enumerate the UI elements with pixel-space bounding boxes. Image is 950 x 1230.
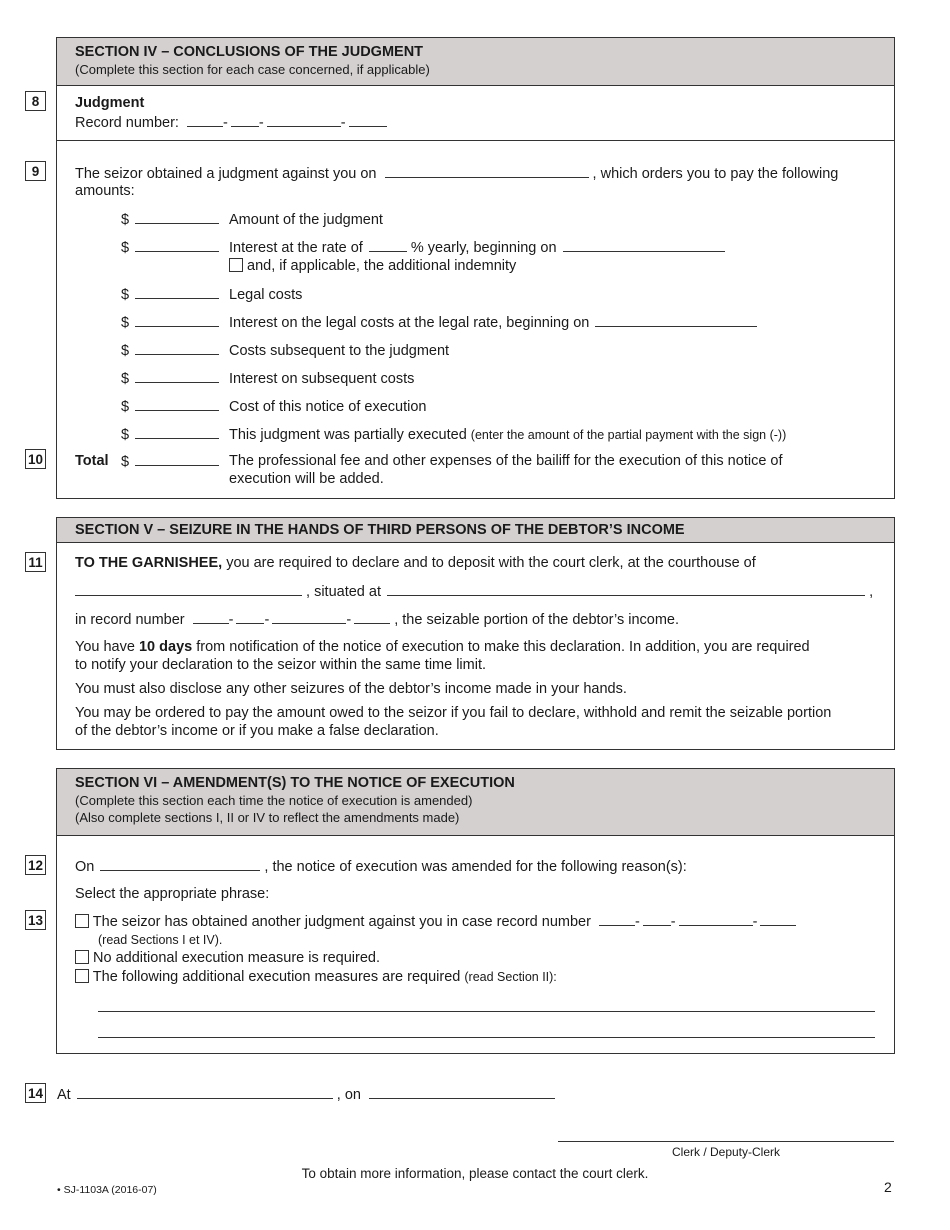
info-text: To obtain more information, please contact the court clerk. [301,1166,649,1181]
amount-judgment-row [121,210,383,229]
legal-costs-label: Legal costs [229,287,303,303]
interest-subsequent-row [121,369,414,388]
amount-judgment-label: Amount of the judgment [229,212,383,228]
section-vi-header [57,769,894,836]
fee-text-a: The professional fee and other expenses of the bailiff for the execution of this notice of [229,453,783,469]
judgment-intro-a: The seizor obtained a judgment against you on [75,166,377,182]
interest-legal-label: Interest on the legal costs at the legal rate, beginning on [229,315,590,331]
record-field-3[interactable] [267,113,341,127]
option-2-label: No additional execution measure is required. [93,950,380,966]
form-code: • SJ-1103A (2016-07) [57,1184,157,1196]
garnish-record-field-3[interactable] [272,610,346,624]
garnish-record-field-4[interactable] [354,610,390,624]
on-date-label: , on [336,1087,361,1103]
section-vi [56,768,895,1054]
option-3-note: (read Section II): [464,970,557,984]
costs-subsequent-row [121,341,449,360]
dollar-sign: $ [121,212,130,228]
dollar-sign: $ [121,315,130,331]
days-b: from notification of the notice of execution to make this declaration. In addition, you are required [196,639,810,655]
section-iv-header [57,38,894,86]
record-tail: , the seizable portion of the debtor’s income. [394,612,680,628]
at-label: At [57,1087,71,1103]
interest-label-a: Interest at the rate of [229,240,363,256]
total-field[interactable] [135,452,219,466]
select-phrase: Select the appropriate phrase: [75,886,270,902]
opt-record-field-4[interactable] [760,912,796,926]
section-iv [56,37,895,499]
hyphen: - [340,115,346,131]
item-number-12: 12 [25,855,46,875]
partial-row [121,425,786,444]
interest-legal-date-field[interactable] [595,313,757,327]
opt-record-field-1[interactable] [599,912,635,926]
judgment-intro-c: amounts: [75,183,135,199]
interest-legal-field[interactable] [135,313,219,327]
record-number-row [75,113,387,132]
judgment-intro [75,164,838,183]
place-date-line [57,1085,555,1104]
record-field-4[interactable] [349,113,387,127]
indemnity-checkbox[interactable] [229,258,243,272]
section-vi-subtitle-1: (Complete this section each time the notice of execution is amended) [75,793,473,808]
interest-legal-row [121,313,757,332]
garnishee-rest: you are required to declare and to deposit with the court clerk, at the courthouse of [226,555,756,571]
dollar-sign: $ [121,371,130,387]
costs-subsequent-label: Costs subsequent to the judgment [229,343,450,359]
signature-label: Clerk / Deputy-Clerk [671,1145,781,1159]
item-number-8: 8 [25,91,46,111]
comma: , [869,584,874,600]
hyphen: - [752,914,758,930]
days-a: You have [75,639,135,655]
hyphen: - [346,612,352,628]
hyphen: - [634,914,640,930]
divider [57,140,894,141]
fee-text-b: execution will be added. [229,471,384,487]
days-bold: 10 days [138,639,193,655]
section-iv-title: SECTION IV – CONCLUSIONS OF THE JUDGMENT [75,44,424,60]
date-field[interactable] [369,1085,555,1099]
interest-rate-field[interactable] [369,238,407,252]
place-field[interactable] [77,1085,333,1099]
option-1-label: The seizor has obtained another judgment against you in case record number [92,914,591,930]
situated-at-field[interactable] [387,582,865,596]
interest-amount-field[interactable] [135,238,219,252]
costs-subsequent-field[interactable] [135,341,219,355]
judgment-heading: Judgment [75,95,145,111]
courthouse-field[interactable] [75,582,302,596]
option-1-note: (read Sections I et IV). [98,933,223,947]
interest-subsequent-field[interactable] [135,369,219,383]
cost-notice-row [121,397,426,416]
garnishee-line [75,554,756,572]
section-iv-subtitle: (Complete this section for each case concerned, if applicable) [75,62,430,77]
cost-notice-label: Cost of this notice of execution [229,399,427,415]
section-vi-title: SECTION VI – AMENDMENT(S) TO THE NOTICE OF EXECUTION [75,775,515,791]
opt-record-field-2[interactable] [643,912,671,926]
page-number: 2 [884,1179,892,1195]
record-field-2[interactable] [231,113,259,127]
item-number-10: 10 [25,449,46,469]
section-v-header [57,518,894,543]
dollar-sign: $ [121,287,130,303]
record-number-label: Record number: [75,115,179,131]
option-3-label: The following additional execution measures are required [92,969,461,985]
days-paragraph [75,638,876,656]
legal-costs-field[interactable] [135,285,219,299]
dollar-sign: $ [121,399,130,415]
hyphen: - [264,612,270,628]
section-vi-subtitle-2: (Also complete sections I, II or IV to reflect the amendments made) [75,810,460,825]
amount-judgment-field[interactable] [135,210,219,224]
indemnity-label: and, if applicable, the additional indemnity [247,258,517,274]
hyphen: - [223,115,228,131]
record-in-line [75,610,679,629]
partial-note: (enter the amount of the partial payment with the sign (-)) [470,428,787,442]
interest-label-b: % yearly, beginning on [410,240,557,256]
cost-notice-field[interactable] [135,397,219,411]
record-field-1[interactable] [187,113,223,127]
additional-measures-line-2[interactable] [98,1037,875,1038]
section-v-title: SECTION V – SEIZURE IN THE HANDS OF THIRD PERSONS OF THE DEBTOR’S INCOME [75,522,685,538]
item-number-13: 13 [25,910,46,930]
indemnity-row [229,257,516,275]
dollar-sign: $ [121,427,130,443]
item-number-11: 11 [25,552,46,572]
interest-subsequent-label: Interest on subsequent costs [229,371,415,387]
amended-line [75,857,687,876]
option-3-checkbox[interactable] [75,969,89,983]
on-label: On [75,859,95,875]
option-2-checkbox[interactable] [75,950,89,964]
option-3-line [75,968,557,986]
judgment-intro-b: , which orders you to pay the following [592,166,839,182]
item-number-14: 14 [25,1083,46,1103]
garnish-record-field-2[interactable] [236,610,264,624]
option-1-line [75,912,796,931]
garnish-record-field-1[interactable] [193,610,229,624]
garnishee-bold: TO THE GARNISHEE, [75,555,223,571]
dollar-sign: $ [121,343,130,359]
hyphen: - [670,914,676,930]
judgment-date-field[interactable] [385,164,589,178]
courthouse-line [75,582,873,601]
hyphen: - [258,115,264,131]
days-c: to notify your declaration to the seizor within the same time limit. [75,657,487,673]
ordered-a: You may be ordered to pay the amount owed to the seizor if you fail to declare, withhold and remit the seizable portion [75,705,832,721]
record-in-label: in record number [75,612,185,628]
section-v [56,517,895,750]
interest-date-field[interactable] [563,238,725,252]
additional-measures-line-1[interactable] [98,1011,875,1012]
legal-costs-row [121,285,302,304]
situated-at-label: , situated at [306,584,381,600]
partial-label: This judgment was partially executed [229,427,467,443]
signature-line[interactable] [558,1141,894,1142]
hyphen: - [228,612,234,628]
fee-text [229,452,877,470]
dollar-sign: $ [121,454,130,470]
total-row [121,452,229,471]
amended-date-field[interactable] [100,857,260,871]
option-2-line [75,949,380,967]
dollar-sign: $ [121,240,130,256]
ordered-b: of the debtor’s income or if you make a false declaration. [75,723,439,739]
item-number-9: 9 [25,161,46,181]
option-1-checkbox[interactable] [75,914,89,928]
amended-text: , the notice of execution was amended for the following reason(s): [264,859,687,875]
interest-row [121,238,725,257]
opt-record-field-3[interactable] [679,912,753,926]
total-label: Total [75,453,109,469]
partial-field[interactable] [135,425,219,439]
disclose-text: You must also disclose any other seizures of the debtor’s income made in your hands. [75,681,627,697]
